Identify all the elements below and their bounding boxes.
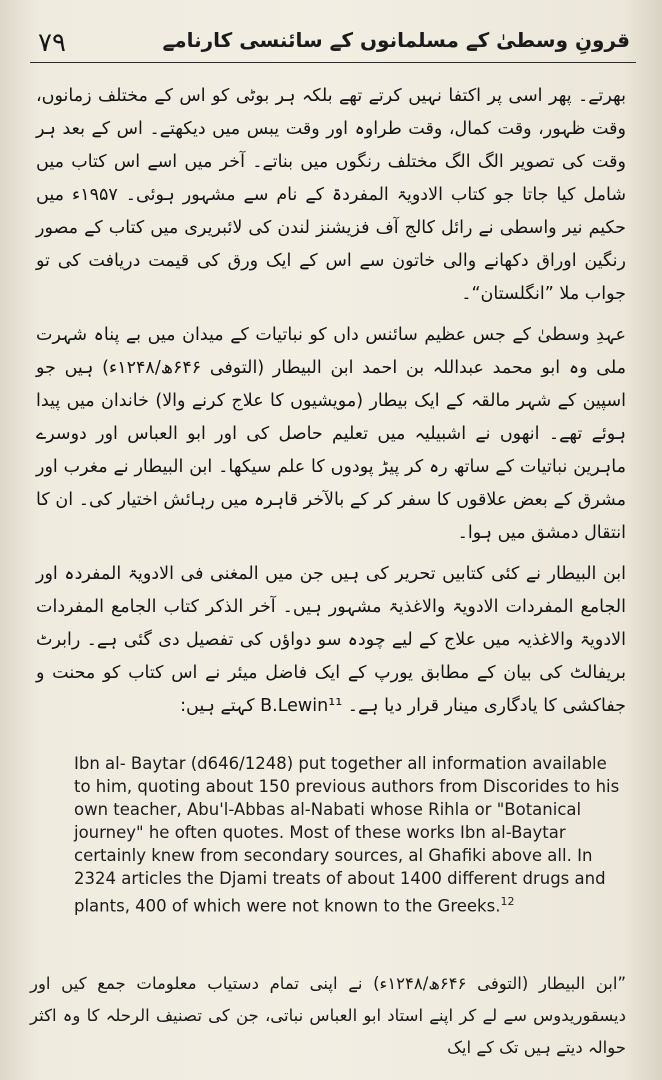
page-header bbox=[30, 22, 636, 63]
urdu-translation: ”ابن البیطار (التوفی ۶۴۶ھ/۱۲۴۸ء) نے اپنی تمام دستیاب معلومات جمع کیں اور دیسقوریدوس سے لے کر اپنے استاد ابو العباس نباتی، جن کی تصنیف الرحلہ کا وہ اکثر حوالہ دیتے ہیں تک کے ایک bbox=[30, 974, 627, 1057]
page-number: ۷۹ bbox=[38, 28, 66, 58]
quote-text: Ibn al- Baytar (d646/1248) put together all information available to him, quoting about 150 previous authors from Discorides to his own teacher, Abu'l-Abbas al-Nabati whose Rihla or "Botanical journey" he often quotes. Most of these works Ibn al-Baytar certainly knew from secondary sources, al Ghafiki above all. In 2324 articles the Djami treats of about 1400 different drugs and plants, 400 of which were not known to the Greeks. bbox=[74, 754, 620, 916]
paragraph-3: ابن البیطار نے کئی کتابیں تحریر کی ہیں جن میں المغنی فی الادویۃ المفردہ اور الجامع المفردات الادویۃ والاغذیۃ مشہور ہیں۔ آخر الذکر کتاب الجامع المفردات الادویۃ والاغذیہ میں علاج کے لیے چودہ سو دواؤں کی تفصیل دی گئی ہے۔ رابرٹ بریفالٹ کی بیان کے مطابق یورپ کے ایک فاضل میئر نے اس کتاب کو محنت و جفاکشی کا یادگاری مینار قرار دیا ہے۔ B.Lewin¹¹ کہتے ہیں: bbox=[36, 564, 626, 716]
footnote-marker: 12 bbox=[500, 895, 515, 908]
paragraph-2: عہدِ وسطیٰ کے جس عظیم سائنس داں کو نباتیات کے میدان میں بے پناہ شہرت ملی وہ ابو محمد عبداللہ بن احمد ابن البیطار (التوفی ۶۴۶ھ/۱۲۴۸ء) ہیں جو اسپین کے شہر مالقہ کے ایک بیطار (مویشیوں کا علاج کرنے والا) خاندان میں پیدا ہوئے تھے۔ انھوں نے اشبیلیہ میں تعلیم حاصل کی اور ابو العباس اور دوسرے ماہرین نباتیات کے ساتھ رہ کر پیڑ پودوں کا علم سیکھا۔ ابن البیطار نے مغرب اور مشرق کے بعض علاقوں کا سفر کر کے بالآخر قاہرہ میں رہائش اختیار کی۔ ان کا انتقال دمشق میں ہوا۔ bbox=[36, 325, 626, 543]
running-title: قرونِ وسطیٰ کے مسلمانوں کے سائنسی کارنامے bbox=[162, 28, 630, 52]
english-quote bbox=[74, 752, 626, 918]
paragraph-1: بھرتے۔ پھر اسی پر اکتفا نہیں کرتے تھے بلکہ ہر بوٹی کو اس کے مختلف زمانوں، وقت ظہور، وقت کمال، وقت طراوہ اور وقت یبس میں دیکھتے۔ اس کے بعد ہر وقت کی تصویر الگ الگ مختلف رنگوں میں بناتے۔ آخر میں اسے اس کتاب میں شامل کیا جاتا جو کتاب الادویۃ المفردۃ کے نام سے مشہور ہوئی۔ ۱۹۵۷ء میں حکیم نیر واسطی نے رائل کالج آف فزیشنز لندن کی لائبریری میں کتاب کے مصور رنگین اوراق دکھانے والی خاتون سے اس کے ایک ورق کی قیمت دریافت کی تو جواب ملا ”انگلستان“۔ bbox=[36, 86, 626, 304]
urdu-body bbox=[36, 80, 626, 731]
